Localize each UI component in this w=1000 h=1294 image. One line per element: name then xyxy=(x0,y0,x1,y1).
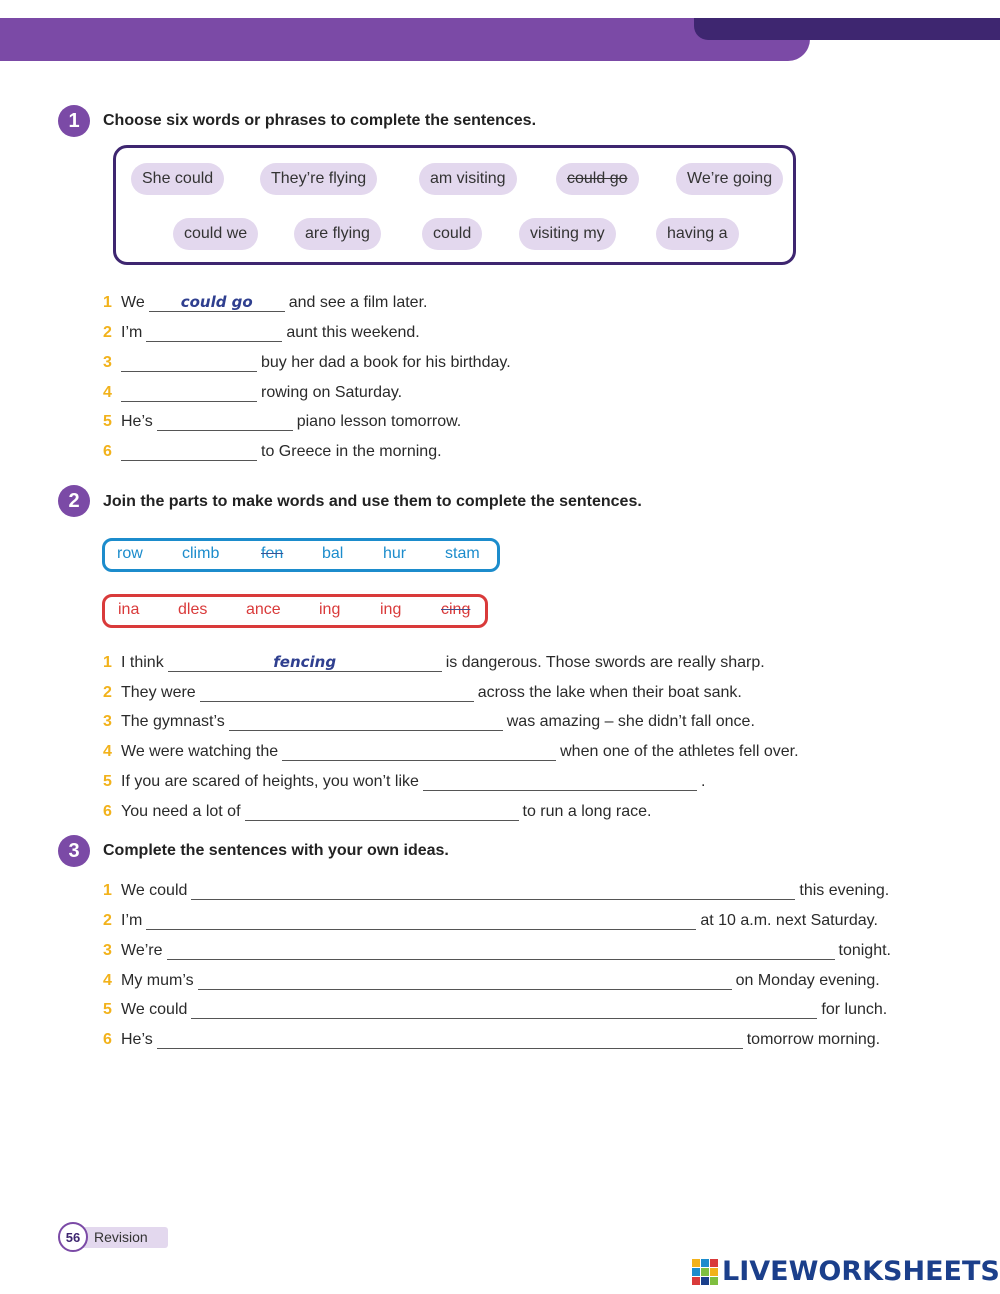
item-number: 4 xyxy=(103,743,112,760)
word-part[interactable]: ing xyxy=(380,601,402,618)
word-parts-blue xyxy=(102,538,500,572)
item-number: 3 xyxy=(103,713,112,730)
item-number: 3 xyxy=(103,942,112,959)
word-chip[interactable]: are flying xyxy=(294,218,381,250)
exercise-3-title: Complete the sentences with your own ideas. xyxy=(103,842,449,859)
answer-text: could go xyxy=(180,293,253,311)
answer-blank[interactable] xyxy=(146,909,696,930)
ex1-item-1 xyxy=(103,288,427,312)
ex3-item-4 xyxy=(103,966,880,990)
ex3-item-1 xyxy=(103,876,889,900)
answer-blank[interactable] xyxy=(121,381,257,402)
item-text-after: was amazing – she didn’t fall once. xyxy=(506,713,755,730)
word-part[interactable]: hur xyxy=(383,545,407,562)
ex1-item-3 xyxy=(103,348,511,372)
item-text-before: They were xyxy=(121,684,196,701)
word-chip[interactable]: They’re flying xyxy=(260,163,377,195)
item-number: 2 xyxy=(103,912,112,929)
answer-blank[interactable] xyxy=(146,321,282,342)
ex2-item-6 xyxy=(103,797,651,821)
word-part[interactable]: climb xyxy=(182,545,220,562)
liveworksheets-logo xyxy=(692,1256,1000,1287)
item-number: 5 xyxy=(103,773,112,790)
ex2-item-2 xyxy=(103,678,742,702)
word-parts-red xyxy=(102,594,488,628)
item-text-after: to Greece in the morning. xyxy=(261,443,442,460)
item-number: 3 xyxy=(103,354,112,371)
word-chip[interactable]: visiting my xyxy=(519,218,616,250)
logo-text: LIVEWORKSHEETS xyxy=(722,1256,1000,1287)
answer-blank[interactable] xyxy=(121,440,257,461)
item-text-after: across the lake when their boat sank. xyxy=(477,684,742,701)
word-part[interactable]: ing xyxy=(319,601,341,618)
item-text-after: for lunch. xyxy=(821,1001,888,1018)
item-text-before: We were watching the xyxy=(121,743,279,760)
section-label: Revision xyxy=(76,1227,168,1248)
ex3-item-3 xyxy=(103,936,891,960)
word-part[interactable]: ina xyxy=(118,601,140,618)
item-text-before: You need a lot of xyxy=(121,803,241,820)
item-text-after: tomorrow morning. xyxy=(746,1031,881,1048)
answer-blank[interactable] xyxy=(423,770,697,791)
word-part[interactable]: ance xyxy=(246,601,281,618)
exercise-2-title: Join the parts to make words and use them to complete the sentences. xyxy=(103,493,642,510)
exercise-1-title: Choose six words or phrases to complete the sentences. xyxy=(103,112,537,129)
item-number: 1 xyxy=(103,294,112,311)
answer-blank[interactable] xyxy=(229,710,503,731)
ex2-item-4 xyxy=(103,737,799,761)
item-text-after: when one of the athletes fell over. xyxy=(560,743,799,760)
page-number: 56 xyxy=(58,1222,88,1252)
word-part[interactable]: row xyxy=(117,545,143,562)
item-number: 6 xyxy=(103,803,112,820)
ex1-item-4 xyxy=(103,378,402,402)
top-banner xyxy=(0,18,810,61)
answer-text: fencing xyxy=(273,653,337,671)
item-text-after: this evening. xyxy=(799,882,890,899)
logo-grid-icon xyxy=(692,1259,718,1285)
ex2-item-5 xyxy=(103,767,705,791)
word-chip-used[interactable]: could go xyxy=(556,163,639,195)
item-number: 4 xyxy=(103,972,112,989)
ex1-item-6 xyxy=(103,437,442,461)
word-chip[interactable]: She could xyxy=(131,163,224,195)
item-text-after: rowing on Saturday. xyxy=(261,384,403,401)
word-chip[interactable]: having a xyxy=(656,218,739,250)
answer-blank[interactable] xyxy=(168,651,442,672)
item-text-before: We xyxy=(121,294,145,311)
item-text-before: If you are scared of heights, you won’t like xyxy=(121,773,419,790)
item-number: 4 xyxy=(103,384,112,401)
word-chip[interactable]: We’re going xyxy=(676,163,783,195)
item-text-after: at 10 a.m. next Saturday. xyxy=(700,912,878,929)
answer-blank[interactable] xyxy=(157,1028,743,1049)
exercise-3-number: 3 xyxy=(58,835,90,867)
item-number: 1 xyxy=(103,882,112,899)
ex1-item-5 xyxy=(103,407,461,431)
word-part-used[interactable]: fen xyxy=(261,545,284,562)
answer-blank[interactable] xyxy=(149,291,285,312)
item-number: 6 xyxy=(103,443,112,460)
word-part[interactable]: dles xyxy=(178,601,208,618)
answer-blank[interactable] xyxy=(282,740,556,761)
ex3-item-6 xyxy=(103,1025,880,1049)
ex3-item-5 xyxy=(103,995,887,1019)
item-text-after: to run a long race. xyxy=(522,803,652,820)
exercise-2-number: 2 xyxy=(58,485,90,517)
item-text-after: aunt this weekend. xyxy=(286,324,420,341)
answer-blank[interactable] xyxy=(191,879,795,900)
item-text-after: tonight. xyxy=(838,942,891,959)
item-text-before: I’m xyxy=(121,912,143,929)
top-banner-accent xyxy=(694,18,1000,40)
item-text-after: and see a film later. xyxy=(288,294,428,311)
item-text-before: We could xyxy=(121,1001,188,1018)
ex2-item-3 xyxy=(103,707,755,731)
word-box xyxy=(113,145,796,265)
item-text-after: buy her dad a book for his birthday. xyxy=(261,354,511,371)
item-number: 2 xyxy=(103,684,112,701)
answer-blank[interactable] xyxy=(245,800,519,821)
word-part[interactable]: stam xyxy=(445,545,480,562)
item-text-before: He’s xyxy=(121,413,153,430)
item-number: 1 xyxy=(103,654,112,671)
item-text-before: We could xyxy=(121,882,188,899)
item-text-before: I think xyxy=(121,654,164,671)
item-text-before: We’re xyxy=(121,942,163,959)
item-text-after: . xyxy=(700,773,706,790)
word-chip[interactable]: could we xyxy=(173,218,258,250)
word-chip[interactable]: am visiting xyxy=(419,163,517,195)
ex1-item-2 xyxy=(103,318,420,342)
item-text-before: I’m xyxy=(121,324,143,341)
word-part[interactable]: bal xyxy=(322,545,344,562)
answer-blank[interactable] xyxy=(200,681,474,702)
answer-blank[interactable] xyxy=(198,969,732,990)
item-text-before: He’s xyxy=(121,1031,153,1048)
answer-blank[interactable] xyxy=(121,351,257,372)
answer-blank[interactable] xyxy=(157,410,293,431)
item-text-after: piano lesson tomorrow. xyxy=(296,413,462,430)
item-number: 6 xyxy=(103,1031,112,1048)
item-text-before: My mum’s xyxy=(121,972,194,989)
item-number: 5 xyxy=(103,413,112,430)
exercise-1-number: 1 xyxy=(58,105,90,137)
item-number: 5 xyxy=(103,1001,112,1018)
word-part-used[interactable]: cing xyxy=(441,601,471,618)
answer-blank[interactable] xyxy=(167,939,835,960)
word-chip[interactable]: could xyxy=(422,218,482,250)
answer-blank[interactable] xyxy=(191,998,817,1019)
item-number: 2 xyxy=(103,324,112,341)
ex3-item-2 xyxy=(103,906,878,930)
item-text-after: on Monday evening. xyxy=(735,972,880,989)
item-text-after: is dangerous. Those swords are really sharp. xyxy=(445,654,765,671)
item-text-before: The gymnast’s xyxy=(121,713,225,730)
ex2-item-1 xyxy=(103,648,765,672)
